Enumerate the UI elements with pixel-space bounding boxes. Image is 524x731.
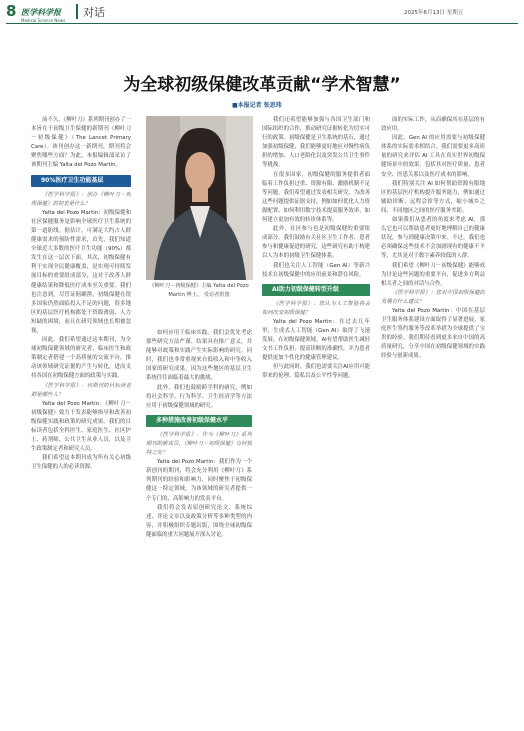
section-divider <box>76 4 78 19</box>
body-paragraph: 我们希望《柳叶刀－初级保健》能够成为讨论这些问题的重要平台，促进多方利益相关者之间的对话与合作。 <box>381 262 485 287</box>
body-paragraph: 面的实际工作，从而确保其在基层的有效应用。 <box>381 117 485 133</box>
interview-question: 《医学科学报》：作为《柳叶刀》系列期刊的新成员，《柳叶刀－初级保健》有何独特之处？ <box>146 431 252 457</box>
body-paragraph: 因此，Gen AI 的应用需要与初级保健体系的实际需求相结合。我们需要更多高质量的研究来评估 AI 工具在真实世界初级保健场景中的效果，包括其对医疗质量、患者安全、医患关系以及医疗成本的影响。 <box>381 135 485 178</box>
interview-question: 《医学科学报》：该期刊的目标读者群是哪些人？ <box>31 382 131 398</box>
text-column-3 <box>262 116 370 728</box>
page-number: 8 <box>6 2 17 20</box>
newspaper-logo <box>21 7 65 23</box>
body-paragraph: 我们也关注人工智能（Gen AI）等新兴技术在初级保健中的应用前景和潜在风险。 <box>262 262 370 278</box>
section-heading: 多种措施改善初级保健水平 <box>146 415 252 427</box>
body-paragraph: Yalta del Pozo Martin：中国在基层卫生服务体系建设方面取得了显著进展，家庭医生签约服务等改革举措为全球提供了宝贵的经验。我们期待看到更多来自中国的高质量研究，分享中国在初级保健领域的实践经验与创新成果。 <box>381 307 485 360</box>
text-column-4 <box>381 116 485 728</box>
logo-subtitle: Medical Science News <box>21 18 66 23</box>
article-author: ■本报记者 张思玮 <box>232 102 282 109</box>
body-paragraph: Yalta del Pozo Martin：初级保健和社区保健服务是影响全球医疗卫生系统的第一道防线。据估计，可满足大约占人群健康需求的预防性需求，首先，我们知道全球近大多数的医疗卫生功能（90%）都发生在这一层次下面。其次，初级保健有利于实现全民健康覆盖，是实现可持续发展目标的重要组成部分，这对于改善人群健康结果和降低医疗成本至关重要。我们也注意到，尽管证据确凿，初级保健在很多国家仍然面临投入不足的问题，很多地区的基层医疗机构都处于资源薄弱、人力短缺的困境，而且在研究领域也长期被忽视。 <box>31 209 131 334</box>
interview-question: 《医学科学报》：创办《柳叶刀－初级保健》的初衷是什么？ <box>31 191 131 207</box>
body-paragraph: 我们希望这本期刊成为所有关心初级卫生保健的人的必读资源。 <box>31 455 131 471</box>
section-name: 对话 <box>83 6 105 19</box>
section-heading: 90%医疗卫生功能基层 <box>31 175 131 187</box>
text-column-1 <box>31 116 131 728</box>
header-rule <box>6 23 518 24</box>
body-paragraph: 此外，社区参与也是初级保健的重要组成部分。我们鼓励有关社区卫生工作者、患者参与和健康促进的研究，这些研究有助于构建以人为本的初级卫生保健体系。 <box>262 226 370 260</box>
body-paragraph: 此外，我们也鼓励跨学科的研究，例如将社会科学、行为科学、卫生经济学等方法应用于初级保健领域的研究。 <box>146 384 252 409</box>
body-paragraph: 我们将会发表原创研究论文、系统综述、评论文章以及政策分析等多种类型的内容，并积极组织专题出版，围绕全球初级保健面临的重大问题展开深入讨论。 <box>146 504 252 538</box>
body-paragraph: Yalta del Pozo Martin：我们作为一个新创刊的期刊，将会充分利用《柳叶刀》系列期刊的经验和影响力，同时聚焦于初级保健这一特定领域，为该领域的研究者提供一个专门的、高影响力的发表平台。 <box>146 459 252 502</box>
body-paragraph: 如果我们从患者的角度来考虑 AI，那么它也可以帮助患者更好地理解自己的健康状况，参与到健康决策中来。不过，我们也必须确保这些技术不会加剧现有的健康不平等，尤其是对于数字素养较低的人群。 <box>381 217 485 260</box>
body-paragraph: 如何应用于临床实践。我们会优先考虑那些研究方法严谨、结果具有推广意义，并能够对政策和实践产生实际影响的研究。同时，我们也非常重视来自低收入和中等收入国家的研究成果，因为这些地区的基层卫生系统往往面临着最大的挑战。 <box>146 330 252 382</box>
body-paragraph: Yalta del Pozo Martin：在过去几年里，生成式人工智能（Gen AI）取得了飞速发展。在初级保健领域，AI有望帮助医生减轻文书工作负担，提高诊断的准确性，并为患者提供更加个性化的健康管理建议。 <box>262 318 370 362</box>
body-paragraph: 前不久，《柳叶刀》系列期刊创办了一本旨在于初级卫生保健的新期刊《柳叶刀－初级保健》（The Lancet Primary Care）。该刊创办这一新期刊，期刊将会聚焦哪些方面？为此，本报编辑部采访了该期刊主编 Yalta del Pozo Martin。 <box>31 117 131 169</box>
portrait-illustration <box>146 116 253 280</box>
issue-date: 2025年6月13日 星期五 <box>404 10 464 16</box>
section-heading: AI助力初级保健转型升级 <box>262 284 370 296</box>
body-paragraph: Yalta del Pozo Martin：《柳叶刀－初级保健》致力于发表能够指导和改善初级保健实践和政策的研究成果。我们的目标读者包括全科医生、家庭医生、社区护士、药剂师、公共卫生从业人员，以及卫生政策制定者和研究人员。 <box>31 400 131 453</box>
body-paragraph: 我们特别关注 AI 如何帮助资源有限地区的基层医疗机构提升服务能力，例如通过辅助诊断、远程会诊等方式，缩小城乡之间、不同地区之间的医疗服务差距。 <box>381 180 485 214</box>
photo-caption: 《柳叶刀－初级保健》主编 Yalta del Pozo Martin 博士。 受访者供图 <box>149 283 249 298</box>
portrait-photo <box>146 116 253 280</box>
body-paragraph: 我们还希望能够加强与各国卫生部门和国际组织的合作，推动研究证据转化为切实可行的政策。初级保健是卫生系统的基石，通过加强初级保健，我们能够更好地应对慢性病负担的增加、人口老龄化以及突发公共卫生事件等挑战。 <box>262 117 370 169</box>
logo-text: 医学科学报 <box>21 8 61 17</box>
body-paragraph: 但与此同时，我们也需要关注AI应用可能带来的伦理、隐私以及公平性等问题。 <box>262 364 370 380</box>
interview-question: 《医学科学报》：您认为人工智能将会如何改变初级保健？ <box>262 300 370 316</box>
text-column-2 <box>146 329 252 728</box>
interview-question: 《医学科学报》：您对中国初级保健的发展有什么建议？ <box>381 289 485 305</box>
body-paragraph: 在很多国家，初级保健的服务提供者面临着工作负担过重、资源有限、激励机制不足等问题。我们希望通过发表相关研究，为改善这些问题提供证据支持，例如如何优化人力资源配置、如何利用数字技术提高服务效率、如何建立更加有效的转诊体系等。 <box>262 171 370 224</box>
body-paragraph: 因此，我们希望通过这本期刊，为全球初级保健领域的研究者、临床医生和政策制定者搭建一个高质量的交流平台，推动该领域研究证据的产生与转化，进而支持各国在初级保健方面的政策与实践。 <box>31 337 131 380</box>
article-title: 为全球初级保健改革贡献“学术智慧” <box>123 75 401 95</box>
